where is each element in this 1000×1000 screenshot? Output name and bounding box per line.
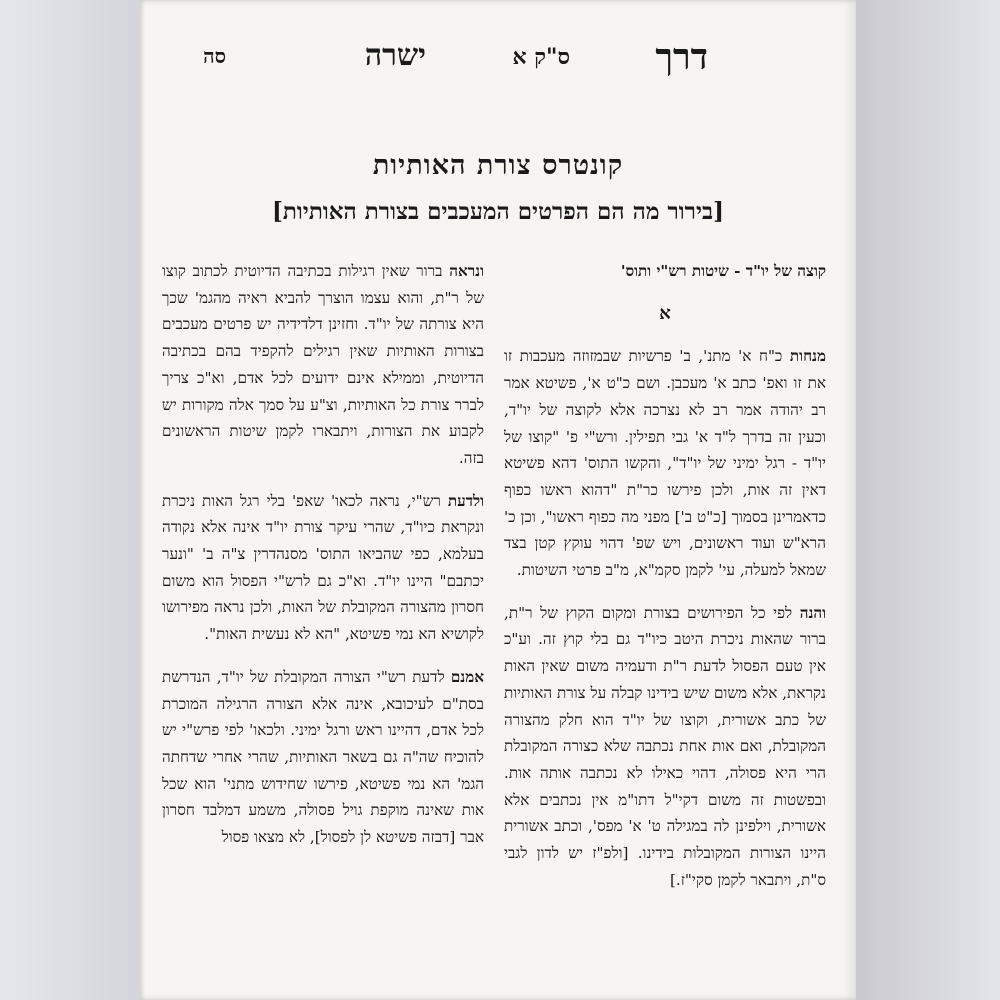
- paragraph-text: רש"י, נראה לכאו' שאפ' בלי רגל האות ניכרת ונקראת כיו"ד, שהרי עיקר צורת יו"ד אינה אלא נקודה בעלמא, כפי שהביאו התוס' מסנהדרין צ"ה ב' "ונער יכתבם" היינו יו"ד. וא"כ גם לרש"י הפסול הוא משום חסרון מהצורה המקובלת של האות, ולכן נראה מפירושו לקושיא הא נמי פשיטא, "הא לא נעשית האות".: [162, 491, 484, 644]
- paragraph: [162, 258, 484, 472]
- text-column-left: [162, 258, 484, 867]
- section-heading-text: קוצה של יו"ד - שיטות רש"י ותוס': [620, 262, 826, 280]
- paragraph-lead-word: ולדעת: [447, 491, 484, 510]
- paragraph-lead-word: ונראה: [449, 262, 484, 280]
- running-head-siman: ס"ק א: [512, 44, 570, 70]
- paragraph: [504, 600, 826, 894]
- paragraph: [162, 488, 484, 648]
- page-title: קונטרס צורת האותיות: [372, 150, 624, 181]
- book-edge-left: [0, 0, 140, 1000]
- book-edge-right: [856, 0, 1000, 1000]
- running-head-word-yeshara: ישרה: [364, 38, 426, 73]
- paragraph-lead-word: מנחות: [789, 347, 826, 366]
- paragraph: [162, 664, 484, 851]
- paragraph-text: לדעת רש"י הצורה המקובלת של יו"ד, הנדרשת בסת"ם לעיכובא, אינה אלא הצורה הרגילה המוכרת לכל אדם, דהיינו ראש ורגל ימיני. ולכאו' לפי פרש"י יש להוכיח שה"ה גם בשאר האותיות, שהרי אחרי שדחתה הגמ' הא נמי פשיטא, פירשו שחידוש מתני' הוא שכל אות שאינה מוקפת גויל פסולה, משמע דמלבד חסרון אבר [דבזה פשיטא לן לפסול], לא מצאו פסול: [162, 667, 484, 847]
- paragraph-lead-word: והנה: [799, 603, 827, 622]
- paragraph-text: ברור שאין רגילות בכתיבה הדיוטית לכתוב קוצו של ר"ת, והוא עצמו הוצרך להביא ראיה מהגמ' שכך היא צורתה של יו"ד. וחזינן דלדידיה יש פרטים מעכבים בצורות האותיות שאין רגילים להקפיד בהם בכתיבה הדיוטית, וממילא אינם ידועים לכל אדם, וא"כ צריך לברר צורת כל האותיות, וצ"ע על סמך אלה מקורות יש לקבוע את הצורות, ויתבארו לקמן שיטות הראשונים בזה.: [162, 262, 484, 467]
- section-heading: [504, 258, 826, 285]
- running-head-word-derech: דרך: [655, 36, 708, 78]
- book-page: [140, 0, 856, 1000]
- paragraph-lead-word: אמנם: [450, 667, 484, 686]
- paragraph-text: לפי כל הפירושים בצורת ומקום הקוץ של ר"ת, ברור שהאות ניכרת היטב כיו"ד גם בלי קוץ זה. וע"כ אין טעם הפסול לדעת ר"ת ודעמיה משום שאין האות נקראת, אלא משום שיש בידינו קבלה על צורת האותיות של כתב אשורית, וקוצו של יו"ד הוא חלק מהצורה המקובלת, ואם אות אחת נכתבה שלא כצורה המקובלת הרי היא פסולה, דהוי כאילו לא נכתבה אותה אות. ובפשטות זה משום דקי"ל דתו"מ אין נכתבים אלא אשורית, וילפינן לה במגילה ט' א' מפס', וכתב אשורית היינו הצורות המקובלות בידינו. [ולפ"ז יש לדון לגבי ס"ת, ויתבאר לקמן סקי"ז.]: [504, 603, 826, 889]
- page-subtitle: [בירור מה הם הפרטים המעכבים בצורת האותיות]: [272, 198, 724, 225]
- text-column-right: [504, 258, 826, 909]
- page-number: סה: [203, 44, 226, 68]
- paragraph-text: כ"ח א' מתנ', ב' פרשיות שבמזוזה מעכבות זו את זו ואפ' כתב א' מעכבן. ושם כ"ט א', פשיטא אמר רב יהודה אמר רב לא נצרכה אלא לקוצה של יו"ד, וכעין זה בדרך ל"ד א' גבי תפילין. ורש"י פ' "קוצו של יו"ד - רגל ימיני של יו"ד", והקשו התוס' דהא פשיטא דאין זה אות, ולכן פירשו כר"ת "דהוא ראשו כפוף כדאמרינן בסמוך [כ"ט ב'] מפני מה כפוף ראשו", וכן כ' הרא"ש ועוד ראשונים, ויש שפ' דהוי עוקץ קטן בצד שמאל למעלה, עי' לקמן סקמ"א, מ"ב פרטי השיטות.: [504, 347, 826, 580]
- section-letter: א: [659, 302, 671, 324]
- running-head: [170, 36, 826, 76]
- paragraph: [504, 343, 826, 583]
